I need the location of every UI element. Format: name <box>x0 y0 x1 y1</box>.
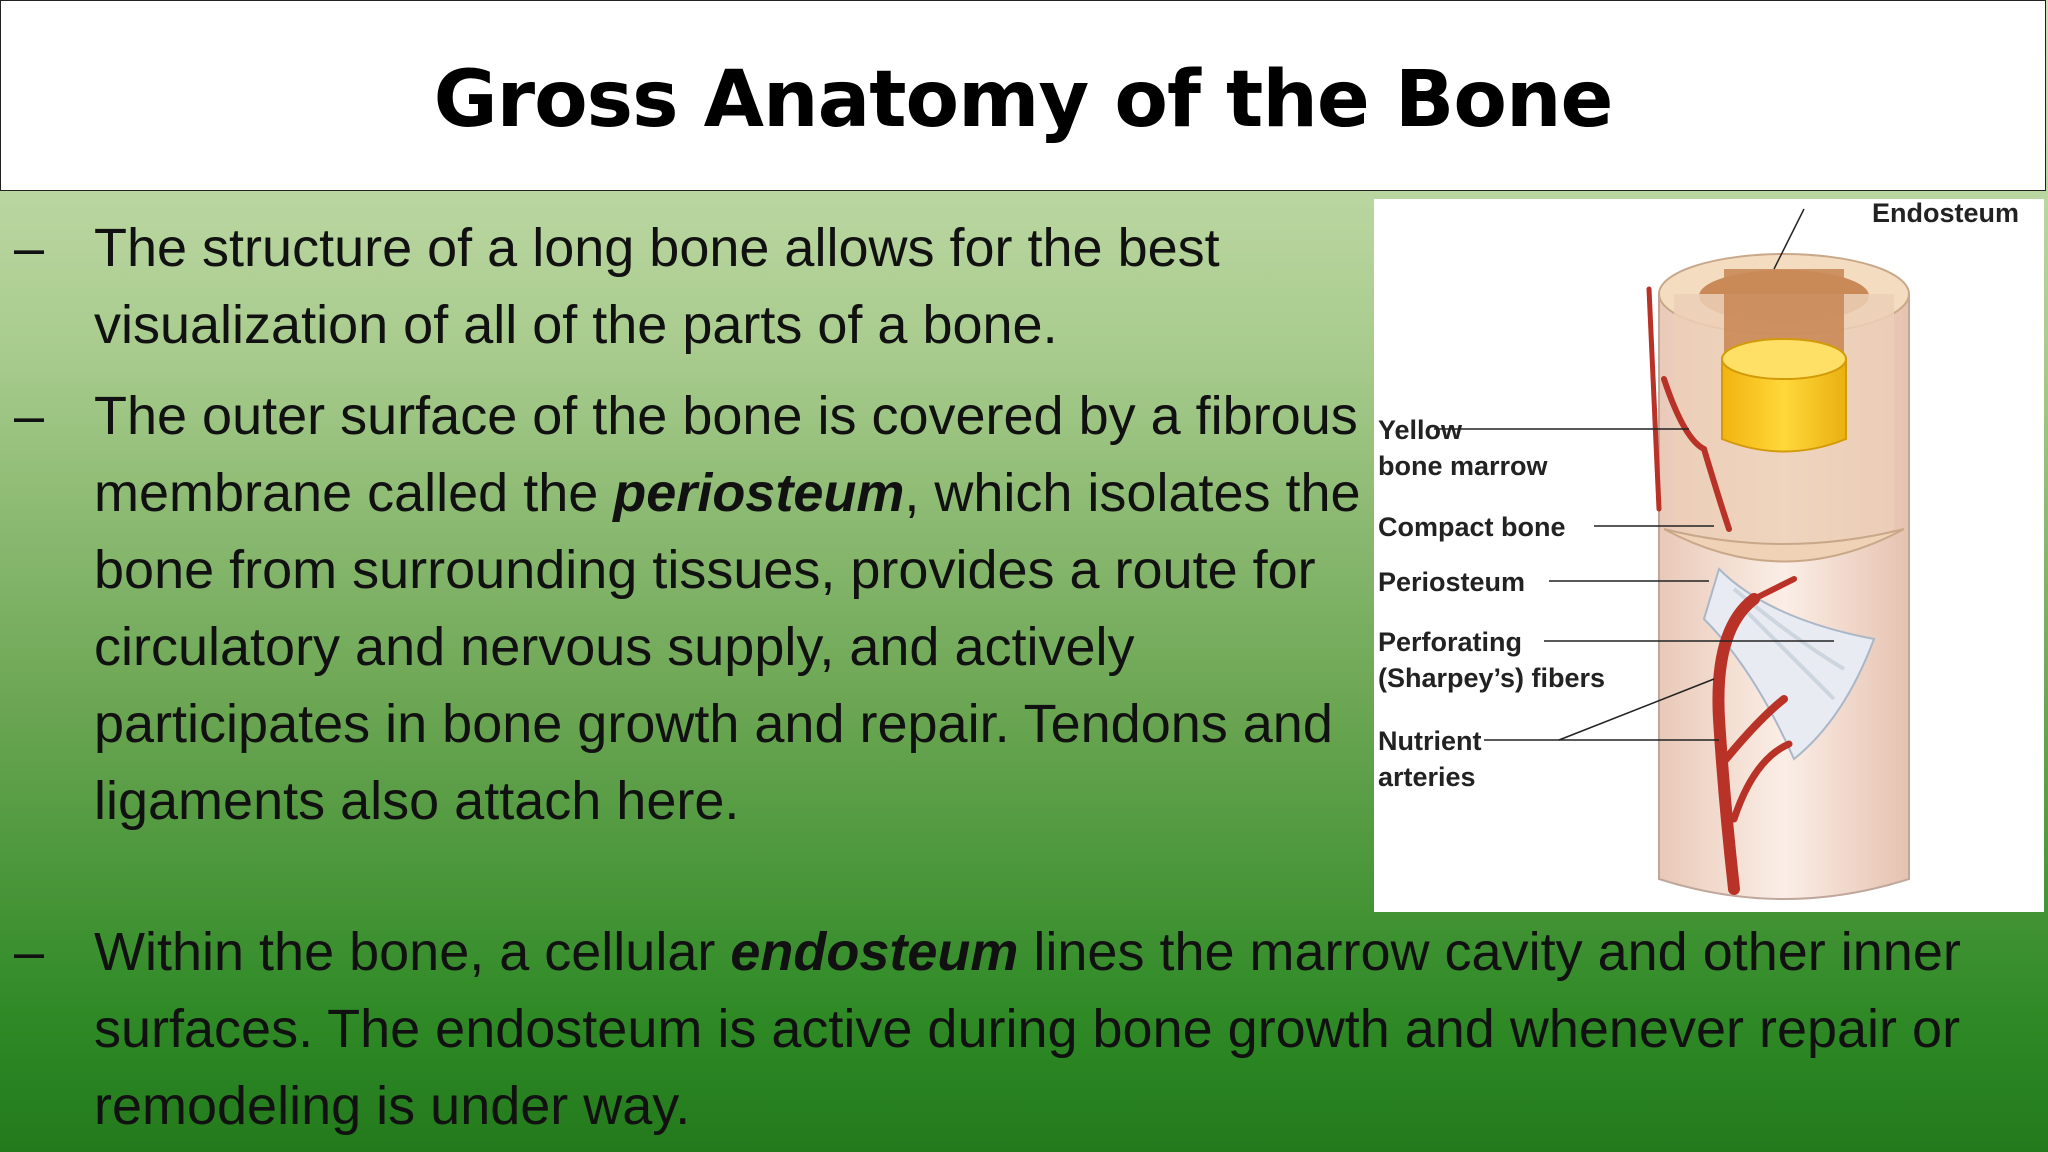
bullet-text-post: lines the marrow cavity and other inner surfaces. The endosteum is active during bone growth and whenever repair or remodeling is under way. <box>94 922 1961 1136</box>
bullet-text-pre: Within the bone, a cellular <box>94 922 731 982</box>
bone-illustration <box>1374 199 2044 912</box>
label-endosteum: Endosteum <box>1872 198 2020 228</box>
label-yellow-marrow-2: bone marrow <box>1378 451 1548 481</box>
bullet-text <box>94 210 1364 364</box>
title-bar <box>0 0 2046 191</box>
bullet-dash: – <box>14 386 45 446</box>
label-compact-bone: Compact bone <box>1378 512 1566 542</box>
label-periosteum: Periosteum <box>1378 567 1526 597</box>
label-nutrient-1: Nutrient <box>1378 726 1482 756</box>
bullet-text-content: The structure of a long bone allows for the best visualization of all of the parts of a bone. <box>94 218 1220 355</box>
bone-diagram <box>1374 199 2044 912</box>
bullet-dash: – <box>14 922 45 982</box>
term-periosteum: periosteum <box>613 463 905 523</box>
term-endosteum: endosteum <box>730 922 1019 982</box>
label-yellow-marrow-1: Yellow <box>1378 415 1463 445</box>
label-nutrient-2: arteries <box>1378 762 1476 792</box>
bullet-text-post: , which isolates the bone from surrounding tissues, provides a route for circulatory and nervous supply, and actively participates in bone growth and repair. Tendons and ligaments also attach here. <box>94 463 1361 831</box>
bullet-dash: – <box>14 218 45 278</box>
bullet-text <box>94 378 1364 840</box>
label-perforating-2: (Sharpey’s) fibers <box>1378 663 1606 693</box>
slide-title: Gross Anatomy of the Bone <box>433 54 1613 145</box>
bullet-text-pre: The outer surface of the bone is covered by a fibrous membrane called the <box>94 386 1358 523</box>
label-perforating-1: Perforating <box>1378 627 1523 657</box>
bullet-text <box>94 914 2034 1145</box>
